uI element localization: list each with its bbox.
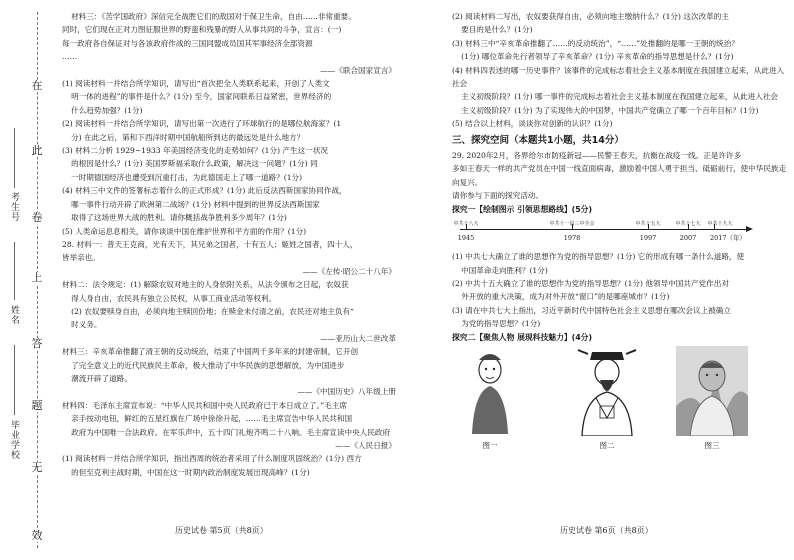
text-line: 材料四：毛泽东主席宣布说：“中华人民共和国中央人民政府已于本日成立了。”毛主席 <box>62 400 347 410</box>
source-line: ——亚历山大二世改革 <box>320 333 396 343</box>
seal-char: 此 <box>31 144 43 157</box>
text-line: 同时，它们现在正对力图征服世界的野蛮和残暴的野人从事共同的斗争，宣言：(一) <box>62 25 342 35</box>
text-line: (3) 请在中共七大上指出，习近平新时代中国特色社会主义思想在哪次会议上被确立 <box>452 305 731 315</box>
seal-char: 卷 <box>31 211 43 224</box>
text-line: 明一体的进程”的事件是什么？(1分) 至今，国家间联系日益紧密，世界经济的 <box>71 92 332 102</box>
source-line: ——《左传·昭公二十八年》 <box>302 266 396 276</box>
text-line: (1) 阅读材料一并结合所学知识，请写出“首次把全人类联系起来，开创了人类文 <box>62 79 330 89</box>
seal-char: 无 <box>31 461 43 474</box>
figure-one-caption: 图一 <box>482 440 498 450</box>
page-6-footer: 历史试卷 第6页（共8页） <box>560 526 653 535</box>
timeline-year: 2007 <box>679 234 697 243</box>
source-line: ——《联合国家宣言》 <box>320 65 396 75</box>
figure-one-portrait <box>458 346 522 436</box>
text-line: (2) 农奴要赎身自由，必须向地主赎回份地；在赎金未付清之前，农民还对地主负有“ <box>71 306 354 316</box>
explore-one-title: 探究一【绘制图示 引领思想路线】(5分) <box>452 204 593 214</box>
question-29-intro <box>452 149 787 203</box>
seal-char: 答 <box>31 337 43 350</box>
text-line: 的但至克利主战时期，中国在这一时期内政治制度发展出现高峰？(1分) <box>71 467 310 477</box>
text-line: (5) 人类命运息息相关，请你谈谈中国在维护世界和平方面的作用？(1分) <box>62 226 307 236</box>
text-line: 材料二：法令规定：(1) 解除农奴对地主的人身依附关系，从法令颁布之日起，农奴获 <box>62 280 349 290</box>
source-line: ——《中国历史》八年级上册 <box>297 387 396 397</box>
text-line: …… <box>62 52 78 62</box>
text-line: 一时期德国经济也遭受到沉重打击，为此德国走上了哪一道路？(1分) <box>71 172 303 182</box>
school-label: 毕业学校 <box>9 420 19 460</box>
text-line: 时义务。 <box>71 320 102 330</box>
text-line: (2) 中共十五大确立了谁的思想作为党的指导思想？(1分) 他领导中国共产党作出对 <box>452 278 729 288</box>
binding-margin <box>0 0 50 560</box>
seal-char: 题 <box>31 399 43 412</box>
figure-two-caption: 图二 <box>599 440 615 450</box>
source-line: ——《人民日报》 <box>335 441 396 450</box>
text-line: 了完全意义上的近代民族民主革命，极大推动了中华民族的思想解放，为中国进步 <box>71 360 345 370</box>
section-title: 三、探究空间（本题共1小题，共14分） <box>452 134 624 146</box>
timeline-event: 中共十七大 <box>675 221 701 228</box>
exam-id-label: 考生号 <box>9 192 19 222</box>
figure-row <box>452 344 787 454</box>
text-line: 29. 2020年2月，各界给尔市防疫新冠——民警王春天，抗衡在战疫一线。正是许许多 <box>452 151 742 161</box>
text-line: (2) 阅读材料一并结合所学知识，请写出第一次进行了环球航行的是哪位航海家？(1 <box>62 119 342 129</box>
text-line: (4) 材料三中文件的签署标志着什么的正式形成？(1分) 此后反法西斯国家协同作战， <box>62 186 347 196</box>
text-line: (5) 结合以上材料，谈谈你对创新的认识？(1分) <box>452 119 613 129</box>
timeline-event: 中共十五大 <box>635 221 661 228</box>
timeline-axis <box>460 229 747 230</box>
explore-one-questions <box>452 250 787 330</box>
seal-char: 上 <box>31 271 43 284</box>
exam-id-line <box>14 128 15 188</box>
figure-three-photo <box>676 346 748 436</box>
text-line: 潮流开辟了道路。 <box>71 373 132 383</box>
text-line: 材料三：辛亥革命推翻了清王朝的反动统治，结束了中国两千多年来的封建帝制，它开创 <box>62 347 359 357</box>
page-5-column <box>62 10 402 479</box>
text-line: 得人身自由，农民具有独立公民权，从事工商业活动等权利。 <box>71 293 277 303</box>
questions-27-continued <box>452 10 787 131</box>
text-line: (1分) 哪位革命先行者领导了辛亥革命？(1分) 辛亥革命的指导思想是什么？(1分) <box>461 52 734 62</box>
text-line: 请你参与下面的探究活动。 <box>452 191 544 201</box>
name-line <box>14 242 15 300</box>
text-line: (2) 阅读材料二写出，农奴要获得自由，必须向地主缴纳什么？(1分) 这次改革的主 <box>452 12 729 21</box>
text-line: (3) 材料三中“辛亥革命推翻了……的反动统治”，“……”处推翻的是哪一王朝的统治？ <box>452 38 739 48</box>
timeline-year: 1997 <box>639 234 657 243</box>
text-line: 取得了这场世界大战的胜利。请你概括战争胜利多少周年？(1分) <box>71 213 287 223</box>
timeline-arrow-icon <box>746 226 753 232</box>
timeline-year: 1945 <box>457 234 475 243</box>
school-line <box>14 345 15 415</box>
text-line: 的根因是什么？(1分) 美国罗斯福采取什么政策，解决这一问题？(1分) 同 <box>71 159 318 169</box>
seal-char: 效 <box>31 529 43 542</box>
timeline-event: 中共十九大 <box>707 221 733 228</box>
text-line: (1) 阅读材料一并结合所学知识，指出西周的统治者采用了什么制度巩固统治？(1分) 西方 <box>62 454 362 464</box>
text-line: 要目的是什么？(1分) <box>461 25 533 35</box>
timeline-event: 中共十一届三中全会 <box>549 221 595 228</box>
name-label: 姓名 <box>9 305 19 325</box>
text-line: (3) 材料二分析 1929~1933 年美国经济变化的走势如何？(1分) 产生这一状况 <box>62 146 329 156</box>
text-line: 分) 在此之后，第和下西洋时期中国航船所到达的最远处是什么地方？ <box>71 132 305 142</box>
text-line: 皆举亲也。 <box>62 253 100 263</box>
text-line: 材料三：《苦学国政府》深信完全战胜它们的敌国对于保卫生命、自由……非常重要。 <box>71 12 356 21</box>
figure-two-portrait <box>570 346 644 436</box>
text-line: 什么趋势加强？(1分) <box>71 105 143 115</box>
text-line: 主义初级阶段？(1分) 为了实现伟大的中国梦，中国共产党确立了哪一个百年目标？(1分) <box>461 105 759 115</box>
seal-char: 在 <box>31 79 43 92</box>
text-line: 哪一事件行动开辟了欧洲第二战场？(1分) 材料中提到的世界反法西斯国家 <box>71 199 320 209</box>
text-line: 中国革命走向胜利？(1分) <box>461 265 548 275</box>
text-line: 政府为中国唯一合法政府。在军乐声中，五十四门礼炮齐鸣二十八响。毛主席宣读中央人民政府 <box>71 427 391 437</box>
text-line: 外开放的重大决策，成为对外开放“窗口”的是哪座城市？(1分) <box>461 292 670 302</box>
timeline-year: 2017（年） <box>709 234 747 243</box>
text-line: 亲手按动电钮，鲜红的五星红旗在广场中徐徐升起，……毛主席宣告中华人民共和国 <box>71 414 353 424</box>
timeline-year: 1978 <box>563 234 581 243</box>
text-line: 为党的指导思想？(1分) <box>461 319 541 329</box>
text-line: (1) 中共七大确立了谁的思想作为党的指导思想？(1分) 它的形成有哪一条什么道路，使 <box>452 252 745 262</box>
page-5-footer: 历史试卷 第5页（共8页） <box>175 526 268 535</box>
text-line: 多如王春天一样的共产党员在中国一线直面病毒，激励着中国人勇于担当、砥砺前行，使中华民族走向复兴。 <box>452 164 787 187</box>
text-line: 28. 材料一：普天王克商，光有天下，其兄弟之国者，十有五人；姬姓之国者，四十人， <box>62 239 358 249</box>
timeline-event: 中共十八大 <box>453 221 479 228</box>
figure-three-caption: 图三 <box>704 440 720 450</box>
explore-two-title: 探究二【聚焦人物 展现科技魅力】(4分) <box>452 332 593 342</box>
text-line: 主义初级阶段？(1分) 哪一事件的完成标志着社会主义基本制度在我国建立起来，从此进入社会 <box>461 92 779 102</box>
timeline <box>452 218 787 248</box>
text-line: (4) 材料四表述的哪一历史事件？该事件的完成标志着社会主义基本制度在我国建立起来，从此进入社会 <box>452 65 785 89</box>
text-line: 每一政府各自保证对与各该政府作战的三国同盟成员国其军事经济全部资源 <box>62 38 313 48</box>
page-6-column <box>452 10 787 454</box>
